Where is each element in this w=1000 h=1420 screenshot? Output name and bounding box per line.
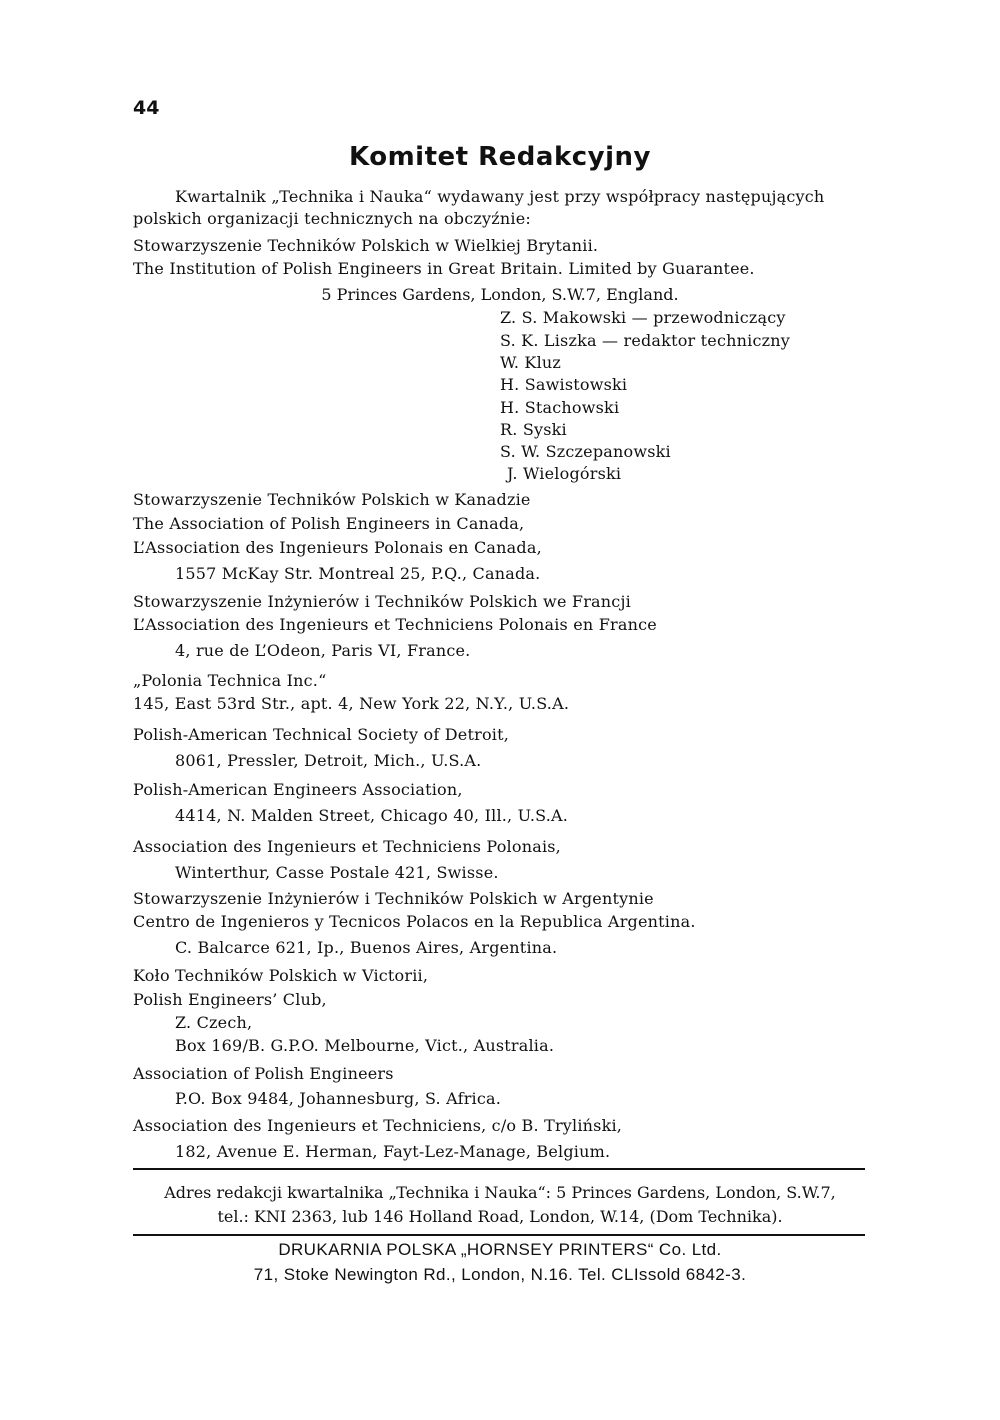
australia-contact: Z. Czech, bbox=[175, 1013, 253, 1032]
committee-member: S. K. Liszka — redaktor techniczny bbox=[500, 331, 790, 350]
intro-line: polskich organizacji technicznych na obczyźnie: bbox=[133, 209, 531, 228]
chicago-line: Polish-American Engineers Association, bbox=[133, 780, 463, 799]
canada-address: 1557 McKay Str. Montreal 25, P.Q., Canada. bbox=[175, 564, 541, 583]
belgium-line: Association des Ingenieurs et Techniciens, c/o B. Tryliński, bbox=[133, 1116, 623, 1135]
uk-name-pl: Stowarzyszenie Techników Polskich w Wielkiej Brytanii. bbox=[133, 236, 599, 255]
printer-address: 71, Stoke Newington Rd., London, N.16. Tel. CLIssold 6842-3. bbox=[253, 1265, 747, 1284]
committee-member: Z. S. Makowski — przewodniczący bbox=[500, 308, 786, 327]
printer-name: DRUKARNIA POLSKA „HORNSEY PRINTERS“ Co. Ltd. bbox=[278, 1240, 722, 1259]
intro-line: Kwartalnik „Technika i Nauka“ wydawany jest przy współpracy następujących bbox=[175, 187, 825, 206]
swiss-address: Winterthur, Casse Postale 421, Swisse. bbox=[175, 863, 499, 882]
canada-line: The Association of Polish Engineers in Canada, bbox=[133, 514, 525, 533]
committee-member: W. Kluz bbox=[500, 353, 562, 372]
ny-line: „Polonia Technica Inc.“ bbox=[133, 671, 327, 690]
france-line: Stowarzyszenie Inżynierów i Techników Polskich we Francji bbox=[133, 592, 631, 611]
ny-address: 145, East 53rd Str., apt. 4, New York 22, N.Y., U.S.A. bbox=[133, 694, 570, 713]
argentina-line: Centro de Ingenieros y Tecnicos Polacos en la Republica Argentina. bbox=[133, 912, 696, 931]
committee-member: H. Sawistowski bbox=[500, 375, 628, 394]
belgium-address: 182, Avenue E. Herman, Fayt-Lez-Manage, Belgium. bbox=[175, 1142, 611, 1161]
safrica-line: Association of Polish Engineers bbox=[133, 1064, 394, 1083]
argentina-address: C. Balcarce 621, Ip., Buenos Aires, Argentina. bbox=[175, 938, 558, 957]
committee-member: S. W. Szczepanowski bbox=[500, 442, 671, 461]
detroit-line: Polish-American Technical Society of Detroit, bbox=[133, 725, 510, 744]
swiss-line: Association des Ingenieurs et Techniciens Polonais, bbox=[133, 837, 561, 856]
canada-line: Stowarzyszenie Techników Polskich w Kanadzie bbox=[133, 490, 531, 509]
uk-address: 5 Princes Gardens, London, S.W.7, England. bbox=[321, 285, 679, 304]
committee-member: J. Wielogórski bbox=[507, 464, 622, 483]
chicago-address: 4414, N. Malden Street, Chicago 40, Ill., U.S.A. bbox=[175, 806, 569, 825]
france-address: 4, rue de L’Odeon, Paris VI, France. bbox=[175, 641, 471, 660]
uk-name-en: The Institution of Polish Engineers in Great Britain. Limited by Guarantee. bbox=[133, 259, 755, 278]
committee-member: H. Stachowski bbox=[500, 398, 620, 417]
page-number: 44 bbox=[133, 97, 160, 119]
editorial-address-line: tel.: KNI 2363, lub 146 Holland Road, London, W.14, (Dom Technika). bbox=[217, 1207, 783, 1226]
france-line: L’Association des Ingenieurs et Techniciens Polonais en France bbox=[133, 615, 657, 634]
canada-line: L’Association des Ingenieurs Polonais en Canada, bbox=[133, 538, 542, 557]
divider-top bbox=[133, 1168, 865, 1170]
australia-line: Polish Engineers’ Club, bbox=[133, 990, 327, 1009]
editorial-address-line: Adres redakcji kwartalnika „Technika i Nauka“: 5 Princes Gardens, London, S.W.7, bbox=[164, 1183, 836, 1202]
safrica-address: P.O. Box 9484, Johannesburg, S. Africa. bbox=[175, 1089, 502, 1108]
detroit-address: 8061, Pressler, Detroit, Mich., U.S.A. bbox=[175, 751, 482, 770]
committee-member: R. Syski bbox=[500, 420, 567, 439]
divider-bottom bbox=[133, 1234, 865, 1236]
page-title: Komitet Redakcyjny bbox=[349, 142, 651, 172]
australia-address: Box 169/B. G.P.O. Melbourne, Vict., Australia. bbox=[175, 1036, 555, 1055]
australia-line: Koło Techników Polskich w Victorii, bbox=[133, 966, 429, 985]
argentina-line: Stowarzyszenie Inżynierów i Techników Polskich w Argentynie bbox=[133, 889, 654, 908]
